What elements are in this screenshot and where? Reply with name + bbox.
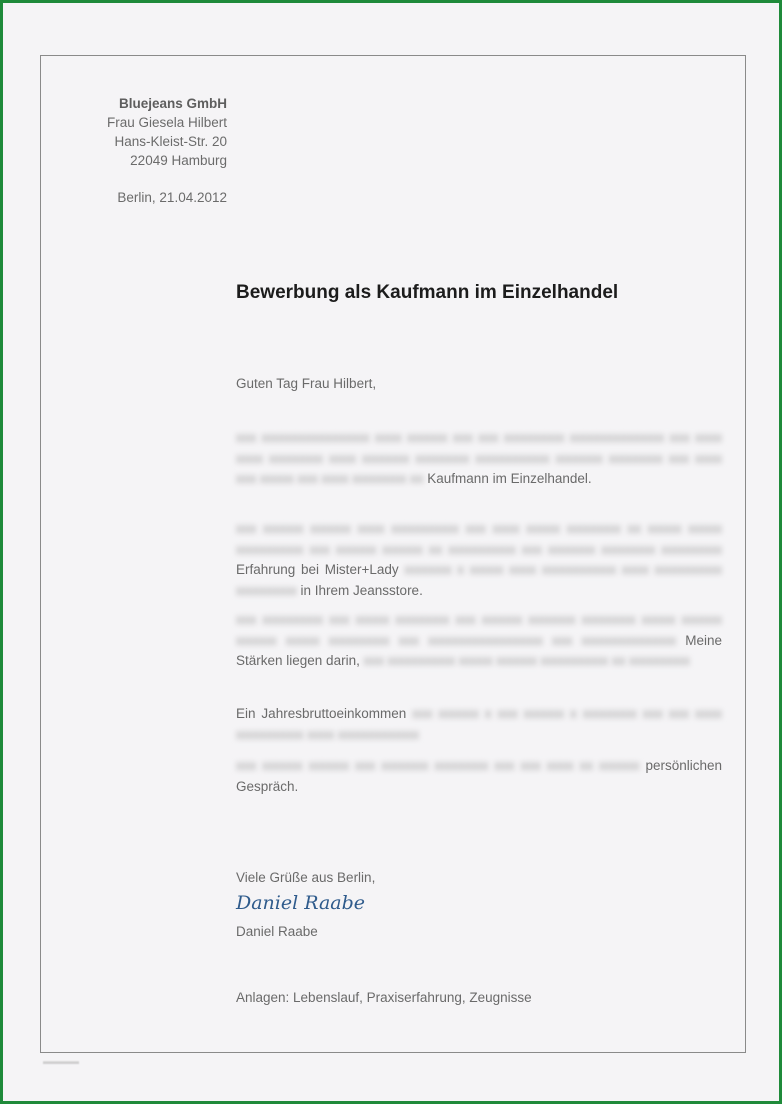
signer-name: Daniel Raabe: [236, 924, 318, 939]
paragraph-3-mid: Meine Stärken liegen darin,: [236, 632, 722, 668]
blurred-text: xxx xxxxxx xxxxxx xxxx xxxxxxxxxx xxx xxxx xxxxx xxxxxxxx xx xxxxx xxxxx xxxxxxxxxx xxx xxxxxx xxxxxx xx xxxxxxxxxx xxx xxxxxxx xxxxxxxx xxxxxxxxx: [236, 521, 722, 557]
recipient-company: Bluejeans GmbH: [118, 96, 227, 111]
paragraph-2: [236, 519, 722, 601]
watermark-icon: ▬▬▬▬: [43, 1056, 79, 1066]
paragraph-2-mid: Erfahrung bei Mister+Lady: [236, 562, 399, 577]
paragraph-5-last: Gespräch.: [236, 778, 299, 794]
blurred-text: xxx xxxxxx x xxx xxxxxx x xxxxxxxx xxx xxx xxxx xxxxxxxxxx xxxx xxxxxxxxxxxx: [236, 706, 722, 742]
paragraph-4-start: Ein Jahresbruttoeinkommen: [236, 706, 407, 721]
letter-subject: Bewerbung als Kaufmann im Einzelhandel: [236, 282, 619, 303]
paragraph-1: [236, 428, 722, 490]
attachments-line: Anlagen: Lebenslauf, Praxiserfahrung, Zeugnisse: [236, 990, 532, 1005]
recipient-city: 22049 Hamburg: [130, 153, 227, 168]
recipient-address: [107, 94, 227, 207]
paragraph-5-end: persönlichen: [645, 758, 722, 773]
paragraph-3: [236, 610, 722, 672]
paragraph-1-end: Kaufmann im Einzelhandel.: [427, 471, 592, 486]
blurred-text: xxx xxxxxx xxxxxx xxx xxxxxxx xxxxxxxx xxx xxx xxxx xx xxxxxx: [236, 758, 640, 773]
letter-sheet: [40, 55, 746, 1053]
paragraph-5: [236, 756, 722, 797]
blurred-text: xxx xxxxxxxxxxxxxxxx xxxx xxxxxx xxx xxx xxxxxxxxx xxxxxxxxxxxxxx xxx xxxx xxxx xxxxxxxx xxxx xxxxxxx xxxxxxxx xxxxxxxxxxx xxxxxxx xxxxxxxx xxx xxxx xxx xxxxx xxx xxxx xxxxxxxx xx: [236, 430, 722, 486]
blurred-text: xxx xxxxxxxxx xxx xxxxx xxxxxxxx xxx xxxxxx xxxxxxx xxxxxxxx xxxxx xxxxxx xxxxxx xxxxx xxxxxxxxx xxx xxxxxxxxxxxxxxxxx xxx xxxxxxxxxxxxxx: [236, 612, 722, 648]
paragraph-4: [236, 704, 722, 745]
recipient-street: Hans-Kleist-Str. 20: [114, 134, 227, 149]
paragraph-2-end: in Ihrem Jeansstore.: [300, 582, 423, 598]
greeting: Guten Tag Frau Hilbert,: [236, 376, 377, 391]
handwritten-signature: Daniel Raabe: [236, 892, 366, 914]
closing-phrase: Viele Grüße aus Berlin,: [236, 870, 376, 885]
recipient-contact: Frau Giesela Hilbert: [106, 115, 227, 130]
blurred-text: xxx xxxxxxxxxx xxxxx xxxxxx xxxxxxxxxx xx xxxxxxxxx: [363, 653, 690, 668]
letter-date: Berlin, 21.04.2012: [117, 190, 227, 205]
blurred-text: xxxxxxx x xxxxx xxxx xxxxxxxxxxx xxxx xxxxxxxxxx xxxxxxxxx: [236, 562, 722, 598]
